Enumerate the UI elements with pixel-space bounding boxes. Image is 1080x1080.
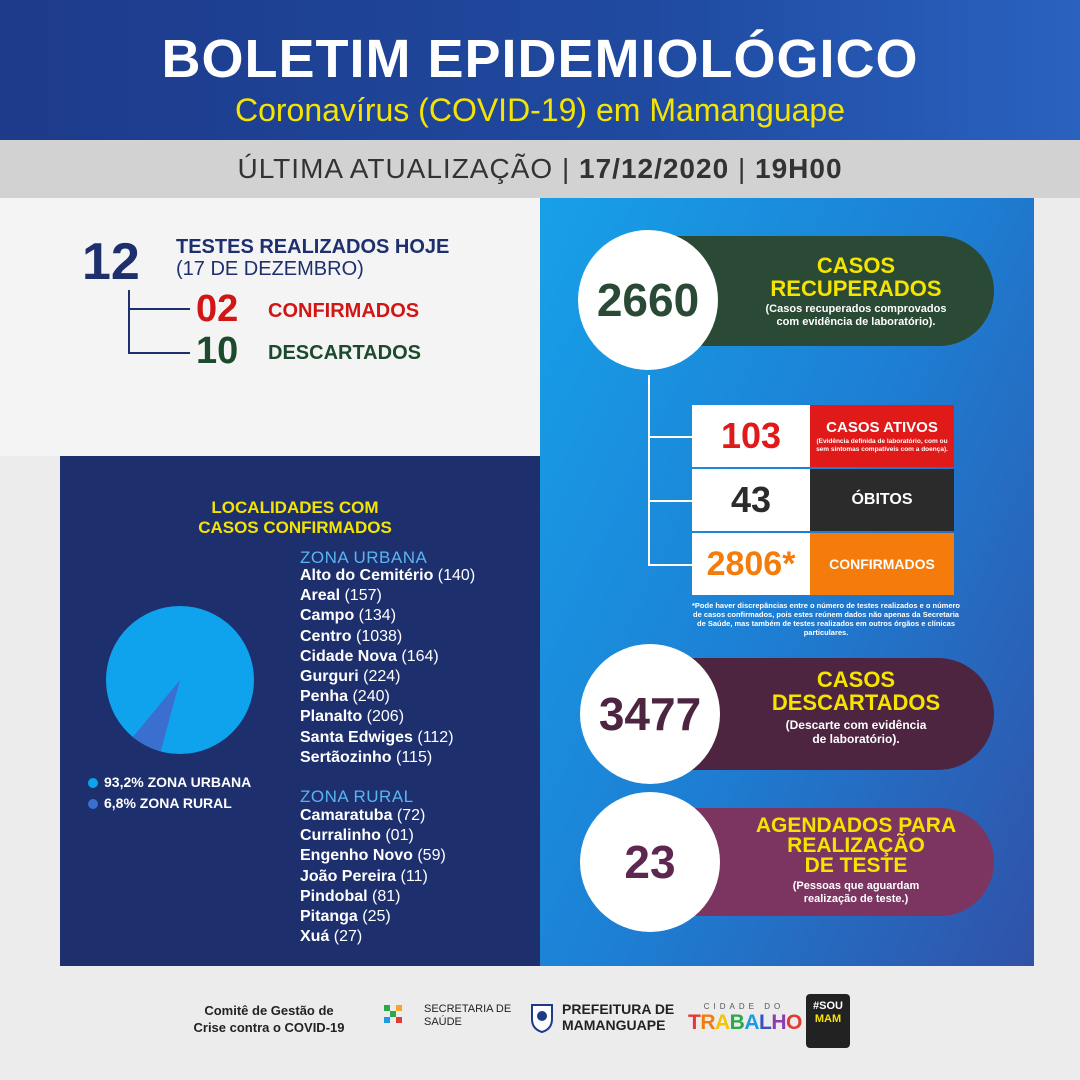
urban-locality-count: (1038) (351, 627, 403, 645)
urban-locality-name: Centro (300, 627, 352, 645)
rural-locality-item (300, 927, 446, 947)
recovered-count: 2660 (578, 230, 718, 370)
deaths-label: ÓBITOS (810, 469, 954, 531)
recovered-note-line: com evidência de laboratório). (776, 316, 936, 328)
rural-locality-item (300, 846, 446, 866)
tree-branch (648, 564, 692, 566)
badge-line: MAM (814, 1013, 842, 1025)
legend-rural (88, 795, 232, 811)
localities-title-line: CASOS CONFIRMADOS (198, 518, 392, 537)
page-title: BOLETIM EPIDEMIOLÓGICO (161, 29, 919, 89)
zone-pie-chart (106, 606, 254, 754)
zone-urban-title: ZONA URBANA (300, 548, 428, 567)
footer-sec-line: SECRETARIA DE (424, 1003, 512, 1015)
urban-locality-item (300, 606, 475, 626)
footnote: *Pode haver discrepâncias entre o número de testes realizados e o número de casos confirmados, pois estes reúnem dados não apenas da Secretaria de Saúde, mas também de testes realizados em outros órgãos e clínicas particulares. (691, 601, 960, 637)
scheduled-count: 23 (580, 792, 720, 932)
urban-locality-count: (134) (354, 607, 397, 625)
city-crest-icon (528, 1001, 556, 1033)
discarded-title (724, 668, 988, 714)
localities-title (60, 498, 530, 538)
recovered-note (724, 303, 988, 329)
recovered-title (724, 254, 988, 300)
urban-locality-name: Planalto (300, 708, 363, 726)
urban-locality-name: Areal (300, 587, 341, 605)
page-subtitle: Coronavírus (COVID-19) em Mamanguape (234, 92, 845, 128)
footer-prefecture-logo (528, 1001, 674, 1033)
update-time: 19H00 (755, 153, 843, 184)
discarded-count: 3477 (580, 644, 720, 784)
urban-locality-item (300, 728, 475, 748)
rural-locality-name: Xuá (300, 928, 330, 946)
rural-locality-count: (11) (396, 867, 428, 885)
discarded-title-line: DESCARTADOS (771, 690, 941, 715)
health-secretary-icon (384, 1005, 418, 1027)
discarded-note-line: (Descarte com evidência (785, 718, 927, 732)
rural-locality-name: Pindobal (300, 887, 368, 905)
tree-branch (648, 436, 692, 438)
rural-locality-count: (01) (380, 827, 414, 845)
tests-bracket (128, 290, 188, 354)
legend-urban (88, 774, 251, 790)
tree-line (648, 375, 650, 565)
rural-locality-item (300, 826, 446, 846)
scheduled-note (724, 880, 988, 906)
scheduled-note-line: realização de teste.) (803, 893, 909, 905)
footer-city-logo (688, 1002, 800, 1035)
footer-committee-line: Crise contra o COVID-19 (193, 1020, 345, 1035)
urban-locality-item (300, 647, 475, 667)
confirmed-count: 2806* (692, 533, 810, 595)
tests-date: (17 DE DEZEMBRO) (176, 258, 364, 280)
scheduled-title-line: DE TESTE (804, 854, 908, 877)
urban-locality-name: Sertãozinho (300, 748, 392, 766)
urban-locality-name: Gurguri (300, 668, 359, 686)
confirmed-label: CONFIRMADOS (810, 533, 954, 595)
update-bar (0, 140, 1080, 198)
discarded-note (724, 718, 988, 746)
badge-line: #SOU (813, 1000, 843, 1012)
urban-locality-item (300, 586, 475, 606)
footer-health-secretary-logo (384, 1003, 511, 1029)
zone-rural-title: ZONA RURAL (300, 787, 414, 806)
recovered-note-line: (Casos recuperados comprovados (765, 303, 947, 315)
scheduled-title-line: AGENDADOS PARA (755, 814, 957, 837)
urban-locality-item (300, 566, 475, 586)
recovered-title-line: CASOS (816, 253, 896, 278)
footer-city-small: CIDADE DO (703, 1002, 785, 1011)
discarded-title-line: CASOS (816, 667, 896, 692)
urban-locality-name: Campo (300, 607, 355, 625)
urban-locality-name: Santa Edwiges (300, 728, 413, 746)
header-banner (0, 0, 1080, 140)
footer-pref-line: MAMANGUAPE (562, 1017, 666, 1033)
update-date: 17/12/2020 (579, 153, 730, 184)
legend-rural-dot (88, 799, 98, 809)
urban-locality-count: (224) (358, 668, 401, 686)
urban-locality-count: (115) (391, 748, 433, 766)
legend-urban-label: 93,2% ZONA URBANA (104, 774, 252, 790)
rural-locality-name: João Pereira (300, 867, 397, 885)
active-count: 103 (692, 405, 810, 467)
tests-confirmed-count: 02 (196, 288, 239, 330)
update-label: ÚLTIMA ATUALIZAÇÃO (237, 153, 554, 184)
urban-locality-name: Cidade Nova (300, 647, 397, 665)
footer-city-big: TRABALHO (688, 1011, 802, 1034)
scheduled-note-line: (Pessoas que aguardam (792, 880, 920, 892)
urban-locality-item (300, 687, 475, 707)
urban-locality-item (300, 667, 475, 687)
rural-locality-item (300, 887, 446, 907)
urban-locality-count: (240) (348, 688, 390, 706)
legend-rural-label: 6,8% ZONA RURAL (104, 795, 232, 811)
tests-discarded-count: 10 (196, 330, 239, 372)
rural-locality-name: Pitanga (300, 908, 358, 926)
rural-locality-item (300, 806, 446, 826)
tests-confirmed-label: CONFIRMADOS (268, 300, 420, 322)
urban-locality-item (300, 627, 475, 647)
rural-locality-name: Engenho Novo (300, 847, 413, 865)
rural-locality-count: (81) (367, 887, 401, 905)
tests-count: 12 (82, 233, 140, 291)
footer-committee (176, 1002, 362, 1036)
rural-locality-name: Camaratuba (300, 807, 393, 824)
discarded-note-line: de laboratório). (812, 732, 900, 746)
footer-sec-line: SAÚDE (424, 1016, 462, 1028)
footer-pref-line: PREFEITURA DE (562, 1001, 675, 1017)
rural-locality-item (300, 907, 446, 927)
footer-campaign-badge (806, 994, 850, 1048)
legend-urban-dot (88, 778, 98, 788)
footer-committee-line: Comitê de Gestão de (204, 1003, 334, 1018)
recovered-title-line: RECUPERADOS (770, 276, 942, 301)
urban-locality-name: Alto do Cemitério (300, 567, 434, 584)
urban-locality-count: (206) (362, 708, 405, 726)
urban-locality-item (300, 748, 475, 768)
active-note: (Evidência definida de laboratório, com ou sem sintomas compatíveis com a doença). (816, 438, 948, 453)
tests-title: TESTES REALIZADOS HOJE (176, 236, 450, 258)
rural-locality-item (300, 867, 446, 887)
scheduled-title (724, 816, 988, 876)
urban-locality-list (300, 566, 475, 768)
separator: | (561, 153, 580, 184)
active-label: CASOS ATIVOS (826, 419, 938, 436)
urban-locality-name: Penha (300, 688, 349, 706)
urban-locality-count: (112) (412, 728, 454, 746)
rural-locality-count: (72) (392, 807, 426, 824)
rural-locality-name: Curralinho (300, 827, 381, 845)
urban-locality-count: (157) (340, 587, 382, 605)
scheduled-title-line: REALIZAÇÃO (787, 834, 925, 857)
rural-locality-count: (25) (357, 908, 391, 926)
urban-locality-count: (164) (396, 647, 439, 665)
deaths-count: 43 (692, 469, 810, 531)
localities-title-line: LOCALIDADES COM (211, 498, 379, 517)
urban-locality-count: (140) (433, 567, 476, 584)
separator: | (737, 153, 755, 184)
urban-locality-item (300, 707, 475, 727)
rural-locality-count: (59) (412, 847, 446, 865)
rural-locality-list (300, 806, 446, 947)
tests-discarded-label: DESCARTADOS (268, 342, 421, 364)
tree-branch (648, 500, 692, 502)
rural-locality-count: (27) (329, 928, 363, 946)
active-label-box (810, 405, 954, 467)
